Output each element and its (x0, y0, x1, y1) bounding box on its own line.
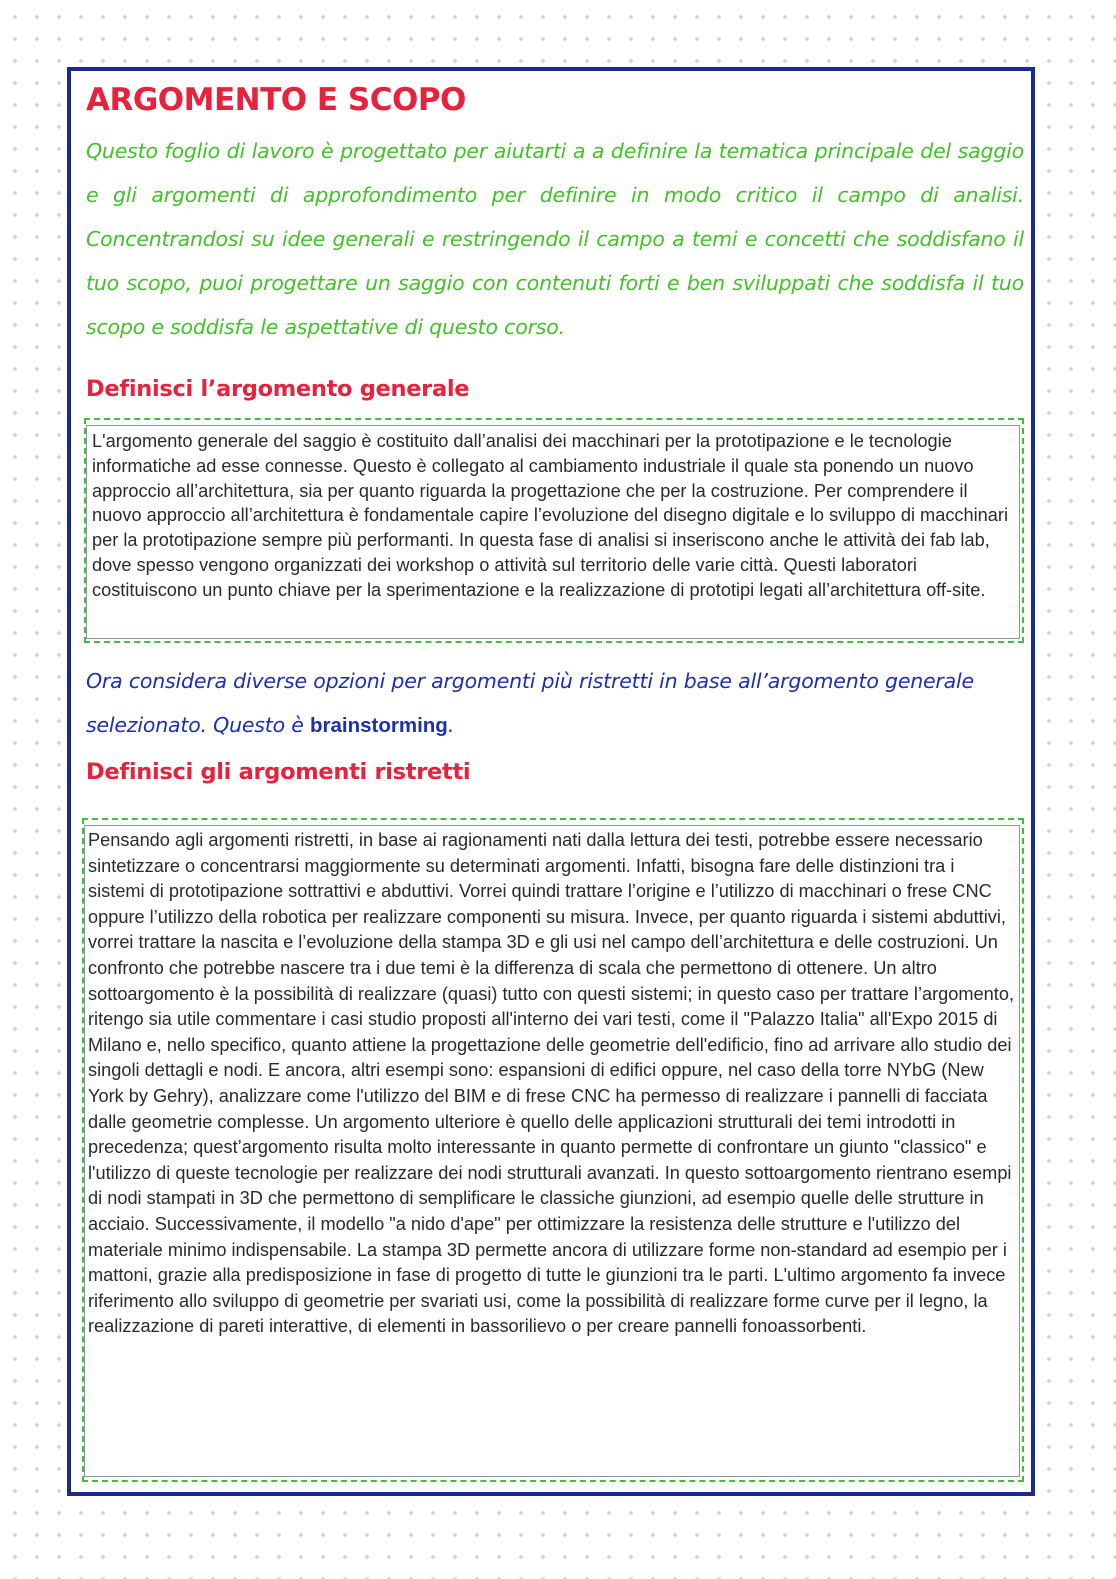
general-topic-text: L'argomento generale del saggio è costituito dall’analisi dei macchinari per la prototipazione e le tecnologie informatiche ad esse connesse. Questo è collegato al cambiamento industriale il quale sta ponendo un nuovo approccio all’architettura, sia per quanto riguarda la progettazione che per la costruzione. Per comprendere il nuovo approccio all’architettura è fondamentale capire l’evoluzione del disegno digitale e lo sviluppo di macchinari per la prototipazione sempre più performanti. In questa fase di analisi si inseriscono anche le attività dei fab lab, dove spesso vengono organizzati dei workshop o attività sul territorio delle varie città. Questi laboratori costituiscono un punto chiave per la sperimentazione e la realizzazione di prototipi legati all’architettura off-site. (92, 431, 1008, 600)
brainstorming-text: Ora considera diverse opzioni per argomenti più ristretti in base all’argomento generale selezionato. Questo è (86, 669, 974, 737)
general-topic-heading: Definisci l’argomento generale (86, 376, 470, 402)
narrow-topics-box (82, 818, 1024, 1482)
page-title: ARGOMENTO E SCOPO (86, 82, 466, 118)
narrow-topics-heading: Definisci gli argomenti ristretti (86, 759, 471, 785)
narrow-topics-text: Pensando agli argomenti ristretti, in base ai ragionamenti nati dalla lettura dei testi, potrebbe essere necessario sintetizzare o concentrarsi maggiormente su determinati argomenti. Infatti, bisogna fare delle distinzioni tra i sistemi di prototipazione sottrattivi e abduttivi. Vorrei quindi trattare l’origine e l’utilizzo di macchinari o frese CNC oppure l’utilizzo della robotica per realizzare componenti su misura. Invece, per quanto riguarda i sistemi abduttivi, vorrei trattare la nascita e l’evoluzione della stampa 3D e gli usi nel campo dell’architettura e delle costruzioni. Un confronto che potrebbe nascere tra i due temi è la differenza di scala che permettono di ottenere. Un altro sottoargomento è la possibilità di realizzare (quasi) tutto con questi sistemi; in questo caso per trattare l’argomento, ritengo sia utile commentare i casi studio proposti all'interno dei vari testi, come il "Palazzo Italia" all'Expo 2015 di Milano e, nello specifico, quanto attiene la progettazione delle geometrie dell'edificio, fino ad arrivare allo studio dei singoli dettagli e nodi. E ancora, altri esempi sono: espansioni di edifici oppure, nel caso della torre NYbG (New York by Gehry), analizzare come l'utilizzo del BIM e di frese CNC ha permesso di realizzare i pannelli di facciata dalle geometrie complesse. Un argomento ulteriore è quello delle applicazioni strutturali dei temi introdotti in precedenza; quest’argomento risulta molto interessante in quanto permette di confrontare un giunto "classico" e l'utilizzo di queste tecnologie per realizzare dei nodi strutturali avanzati. In questo sottoargomento rientrano esempi di nodi stampati in 3D che permettono di semplificare le classiche giunzioni, ad esempio quelle delle strutture in acciaio. Successivamente, il modello "a nido d'ape" per ottimizzare la resistenza delle strutture e l'utilizzo del materiale minimo indispensabile. La stampa 3D permette ancora di utilizzare forme non-standard ad esempio per i mattoni, grazie alla predisposizione in fase di progetto di tutte le giunzioni tra le parti. L'ultimo argomento fa invece riferimento allo sviluppo di geometrie per svariati usi, come la possibilità di realizzare forme curve per il legno, la realizzazione di pareti interattive, di elementi in bassorilievo o per creare pannelli fonoassorbenti. (88, 830, 1015, 1337)
narrow-topics-textarea[interactable] (84, 825, 1020, 1477)
brainstorming-prompt (86, 659, 1006, 748)
brainstorming-keyword: brainstorming (310, 714, 448, 737)
intro-paragraph: Questo foglio di lavoro è progettato per aiutarti a a definire la tematica principale del saggio e gli argomenti di approfondimento per definire in modo critico il campo di analisi. Concentrandosi su idee generali e restringendo il campo a temi e concetti che soddisfano il tuo scopo, puoi progettare un saggio con contenuti forti e ben sviluppati che soddisfa il tuo scopo e soddisfa le aspettative di questo corso. (86, 139, 1024, 339)
general-topic-box (84, 418, 1024, 643)
brainstorming-end: . (447, 713, 455, 737)
general-topic-textarea[interactable] (86, 425, 1020, 639)
